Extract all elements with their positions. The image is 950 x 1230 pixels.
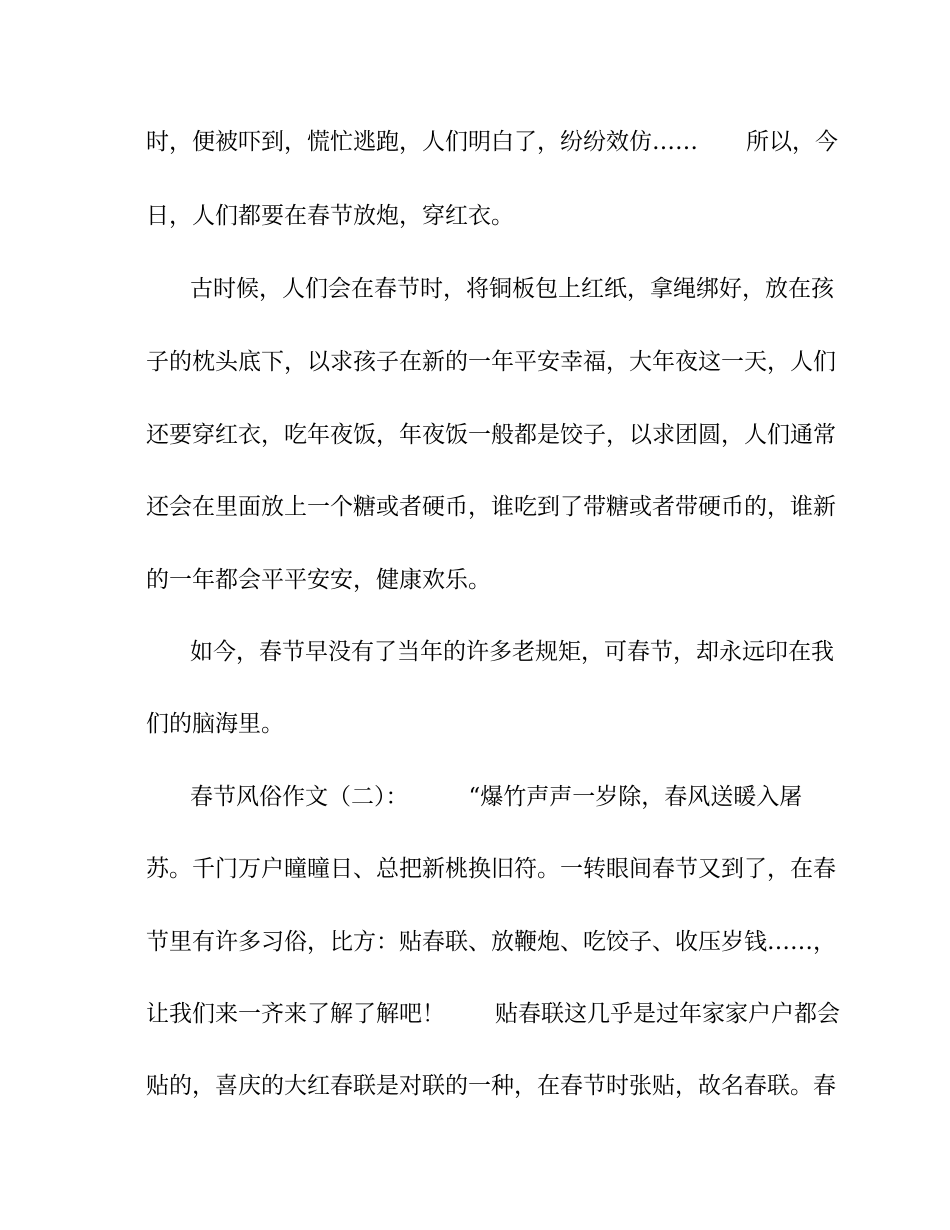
- paragraph-start: 如今，春节早没有了当年的许多老规矩，可春节，却永远印在我: [190, 639, 834, 665]
- text-segment: 贴春联这几乎是过年家家户户都会: [495, 1001, 840, 1027]
- text-line-13: [146, 994, 840, 1034]
- text-line-14: 贴的，喜庆的大红春联是对联的一种，在春节时张贴，故名春联。春: [146, 1073, 836, 1099]
- text-line-7: 的一年都会平平安安，健康欢乐。: [146, 567, 491, 593]
- text-segment: 让我们来一齐来了解了解吧！: [146, 1001, 445, 1027]
- text-line-2: 日，人们都要在春节放炮，穿红衣。: [146, 203, 514, 229]
- text-line-6: 还会在里面放上一个糖或者硬币，谁吃到了带糖或者带硬币的，谁新: [146, 494, 836, 520]
- text-segment: 所以，今: [746, 129, 838, 155]
- text-line-5: 还要穿红衣，吃年夜饭，年夜饭一般都是饺子，以求团圆，人们通常: [146, 422, 836, 448]
- paragraph-start: 古时候，人们会在春节时，将铜板包上红纸，拿绳绑好，放在孩: [190, 276, 834, 302]
- text-line-11: 苏。千门万户曈曈日、总把新桃换旧符。一转眼间春节又到了，在春: [146, 856, 836, 882]
- text-line-9: 们的脑海里。: [146, 711, 284, 737]
- text-line-4: 子的枕头底下，以求孩子在新的一年平安幸福，大年夜这一天，人们: [146, 349, 836, 375]
- text-line-1: [146, 122, 838, 162]
- text-line-12: 节里有许多习俗，比方：贴春联、放鞭炮、吃饺子、收压岁钱……，: [146, 929, 836, 955]
- text-segment: “爆竹声声一岁除，春风送暖入屠: [468, 784, 803, 810]
- text-segment: 时，便被吓到，慌忙逃跑，人们明白了，纷纷效仿……: [146, 129, 698, 155]
- section-heading: 春节风俗作文（二）：: [190, 784, 409, 810]
- section-heading-line: [146, 777, 806, 817]
